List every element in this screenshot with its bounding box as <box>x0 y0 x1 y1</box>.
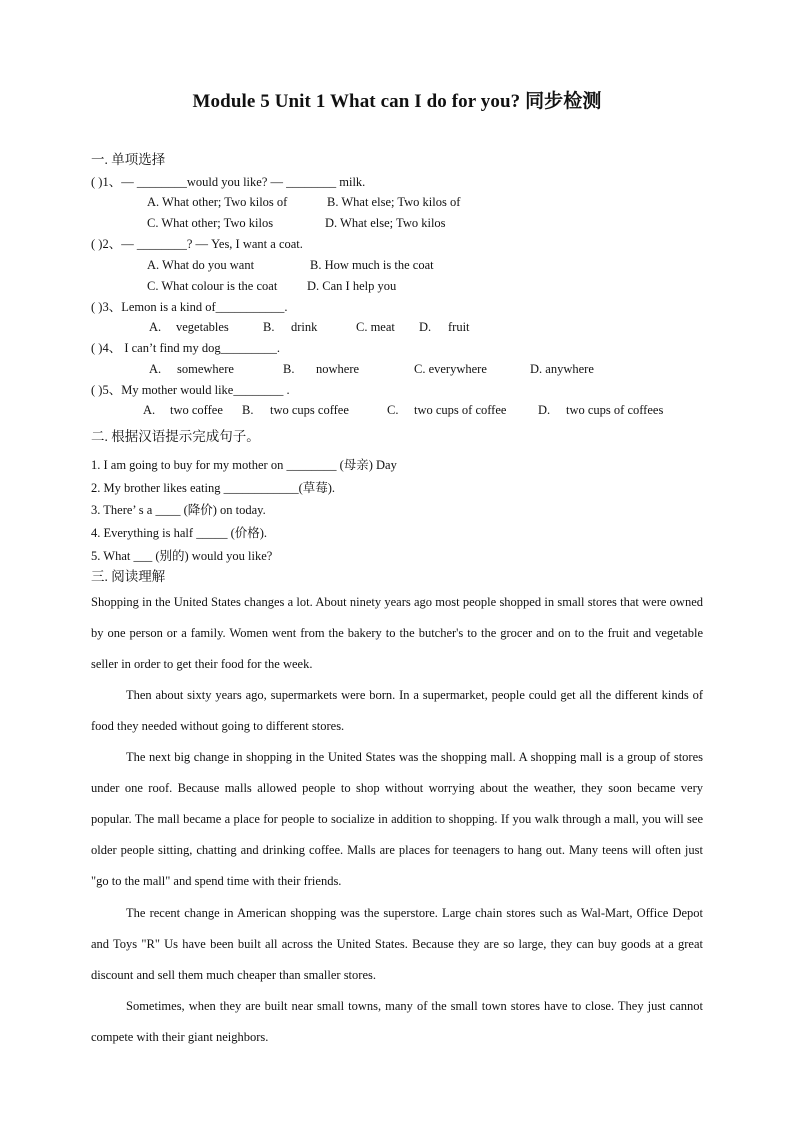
question-4-option-b-letter: B. <box>283 362 295 376</box>
section3-heading: 三. 阅读理解 <box>91 569 166 584</box>
reading-paragraph-3: The next big change in shopping in the United States was the shopping mall. A shopping mall is a group of stores under one roof. Because malls allowed people to shop without worrying about the weather, they soon became very popular. The mall became a place for people to socialize in addition to shopping. If you walk through a mall, you will see older people sitting, chatting and drinking coffee. Malls are places for teenagers to hang out. Many teens will often just "go to the mall" and spend time with their friends. <box>91 750 703 888</box>
question-3-option-a-letter: A. <box>149 320 162 334</box>
question-3-option-a: vegetables <box>176 320 229 334</box>
fill-item-5: 5. What ___ (别的) would you like? <box>91 549 273 563</box>
section1-heading: 一. 单项选择 <box>91 152 166 167</box>
section2-heading: 二. 根据汉语提示完成句子。 <box>91 429 260 444</box>
question-4-option-a: somewhere <box>177 362 234 376</box>
question-4-option-c: C. everywhere <box>414 362 487 376</box>
question-5-option-d: two cups of coffees <box>566 403 664 417</box>
question-3-option-b-letter: B. <box>263 320 275 334</box>
page-title: Module 5 Unit 1 What can I do for you? 同步检测 <box>192 91 602 112</box>
fill-item-4: 4. Everything is half _____ (价格). <box>91 526 268 540</box>
question-3-option-b: drink <box>291 320 318 334</box>
question-4-option-d: D. anywhere <box>530 362 594 376</box>
question-4-option-a-letter: A. <box>149 362 162 376</box>
question-4-option-b: nowhere <box>316 362 360 376</box>
question-2-option-b: B. How much is the coat <box>310 258 434 272</box>
fill-item-1: 1. I am going to buy for my mother on ________ (母亲) Day <box>91 458 397 472</box>
reading-paragraph-2: Then about sixty years ago, supermarkets were born. In a supermarket, people could get all the different kinds of food they needed without going to different stores. <box>91 688 703 733</box>
question-1-stem: ( )1、— ________would you like? — ________ milk. <box>91 175 366 189</box>
question-2-option-d: D. Can I help you <box>307 279 397 293</box>
fill-item-2: 2. My brother likes eating ____________(草莓). <box>91 481 336 495</box>
question-5-option-a: two coffee <box>170 403 223 417</box>
reading-paragraph-1: Shopping in the United States changes a lot. About ninety years ago most people shopped in small stores that were owned by one person or a family. Women went from the bakery to the butcher's to the grocer and on to the fruit and vegetable seller in order to get their food for the week. <box>91 595 703 671</box>
question-5-option-c-letter: C. <box>387 403 399 417</box>
question-2-option-a: A. What do you want <box>147 258 255 272</box>
question-3-option-c: C. meat <box>356 320 395 334</box>
question-5-option-d-letter: D. <box>538 403 551 417</box>
question-1-option-c: C. What other; Two kilos <box>147 216 274 230</box>
question-5-option-b: two cups coffee <box>270 403 349 417</box>
question-2-stem: ( )2、— ________? — Yes, I want a coat. <box>91 237 303 251</box>
fill-item-3: 3. There’ s a ____ (降价) on today. <box>91 503 266 517</box>
reading-paragraph-5: Sometimes, when they are built near small towns, many of the small town stores have to close. They just cannot compete with their giant neighbors. <box>91 999 703 1044</box>
question-1-option-a: A. What other; Two kilos of <box>147 195 288 209</box>
reading-paragraph-4: The recent change in American shopping was the superstore. Large chain stores such as Wal-Mart, Office Depot and Toys "R" Us have been built all across the United States. Because they are so large, they can buy goods at a great discount and sell them much cheaper than smaller stores. <box>91 906 703 982</box>
question-3-option-d: fruit <box>448 320 470 334</box>
question-5-option-b-letter: B. <box>242 403 254 417</box>
question-2-option-c: C. What colour is the coat <box>147 279 278 293</box>
question-5-option-c: two cups of coffee <box>414 403 507 417</box>
question-5-option-a-letter: A. <box>143 403 156 417</box>
question-5-stem: ( )5、My mother would like________ . <box>91 383 290 397</box>
question-3-option-d-letter: D. <box>419 320 432 334</box>
question-3-stem: ( )3、Lemon is a kind of___________. <box>91 300 288 314</box>
question-1-option-b: B. What else; Two kilos of <box>327 195 461 209</box>
question-1-option-d: D. What else; Two kilos <box>325 216 446 230</box>
question-4-stem: ( )4、 I can’t find my dog_________. <box>91 341 280 355</box>
